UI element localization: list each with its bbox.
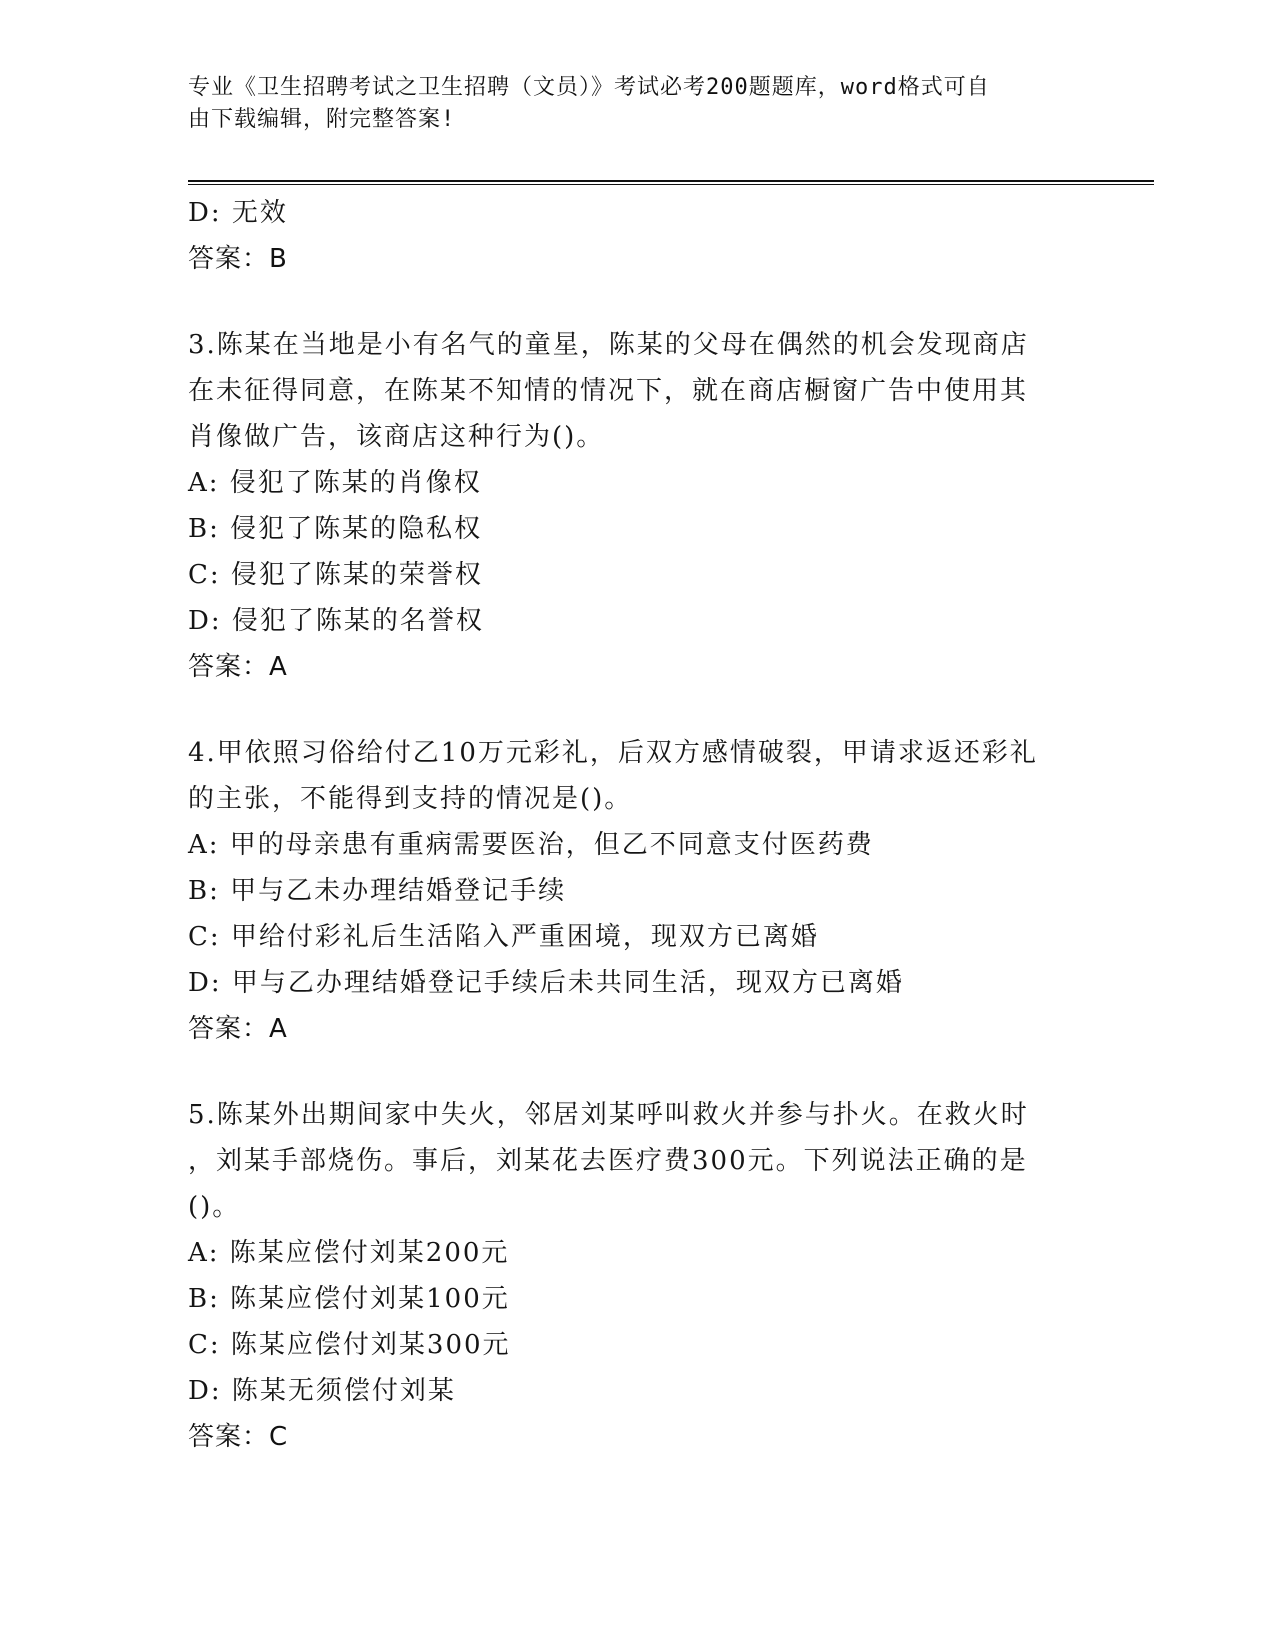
option-b: B: 甲与乙未办理结婚登记手续 [188,876,567,906]
carryover-block [188,190,1068,282]
header-divider-thin [188,184,1154,185]
answer-line: 答案：B [188,244,288,274]
answer-line: 答案：A [188,1014,288,1044]
question-content [188,190,1068,1460]
option-d: D: 侵犯了陈某的名誉权 [188,606,484,636]
option-a: A: 甲的母亲患有重病需要医治，但乙不同意支付医药费 [188,830,874,860]
question-3 [188,322,1068,690]
header-line-2: 由下载编辑，附完整答案! [188,107,456,132]
option-c: C: 陈某应偿付刘某300元 [188,1330,511,1360]
stem-line: 3.陈某在当地是小有名气的童星，陈某的父母在偶然的机会发现商店 [188,330,1029,360]
question-stem [188,730,1068,822]
option-d: D: 甲与乙办理结婚登记手续后未共同生活，现双方已离婚 [188,968,904,998]
document-header [188,72,1068,136]
option-a: A: 陈某应偿付刘某200元 [188,1238,510,1268]
stem-line: 在未征得同意，在陈某不知情的情况下，就在商店橱窗广告中使用其 [188,376,1029,406]
option-a: A: 侵犯了陈某的肖像权 [188,468,482,498]
option-c: C: 甲给付彩礼后生活陷入严重困境，现双方已离婚 [188,922,819,952]
question-stem [188,1092,1068,1230]
header-line-1: 专业《卫生招聘考试之卫生招聘（文员）》考试必考200题题库，word格式可自 [188,75,990,100]
option-c: C: 侵犯了陈某的荣誉权 [188,560,483,590]
option-d: D: 陈某无须偿付刘某 [188,1376,456,1406]
question-5 [188,1092,1068,1460]
option-b: B: 侵犯了陈某的隐私权 [188,514,483,544]
option-d: D: 无效 [188,198,288,228]
stem-line: ()。 [188,1192,241,1222]
stem-line: 肖像做广告，该商店这种行为()。 [188,422,605,452]
question-4 [188,730,1068,1052]
stem-line: 4.甲依照习俗给付乙10万元彩礼，后双方感情破裂，甲请求返还彩礼 [188,738,1038,768]
answer-line: 答案：C [188,1422,289,1452]
header-divider [188,180,1154,182]
stem-line: 的主张，不能得到支持的情况是()。 [188,784,633,814]
answer-line: 答案：A [188,652,288,682]
option-b: B: 陈某应偿付刘某100元 [188,1284,510,1314]
question-stem [188,322,1068,460]
stem-line: 5.陈某外出期间家中失火，邻居刘某呼叫救火并参与扑火。在救火时 [188,1100,1029,1130]
stem-line: ，刘某手部烧伤。事后，刘某花去医疗费300元。下列说法正确的是 [188,1146,1028,1176]
